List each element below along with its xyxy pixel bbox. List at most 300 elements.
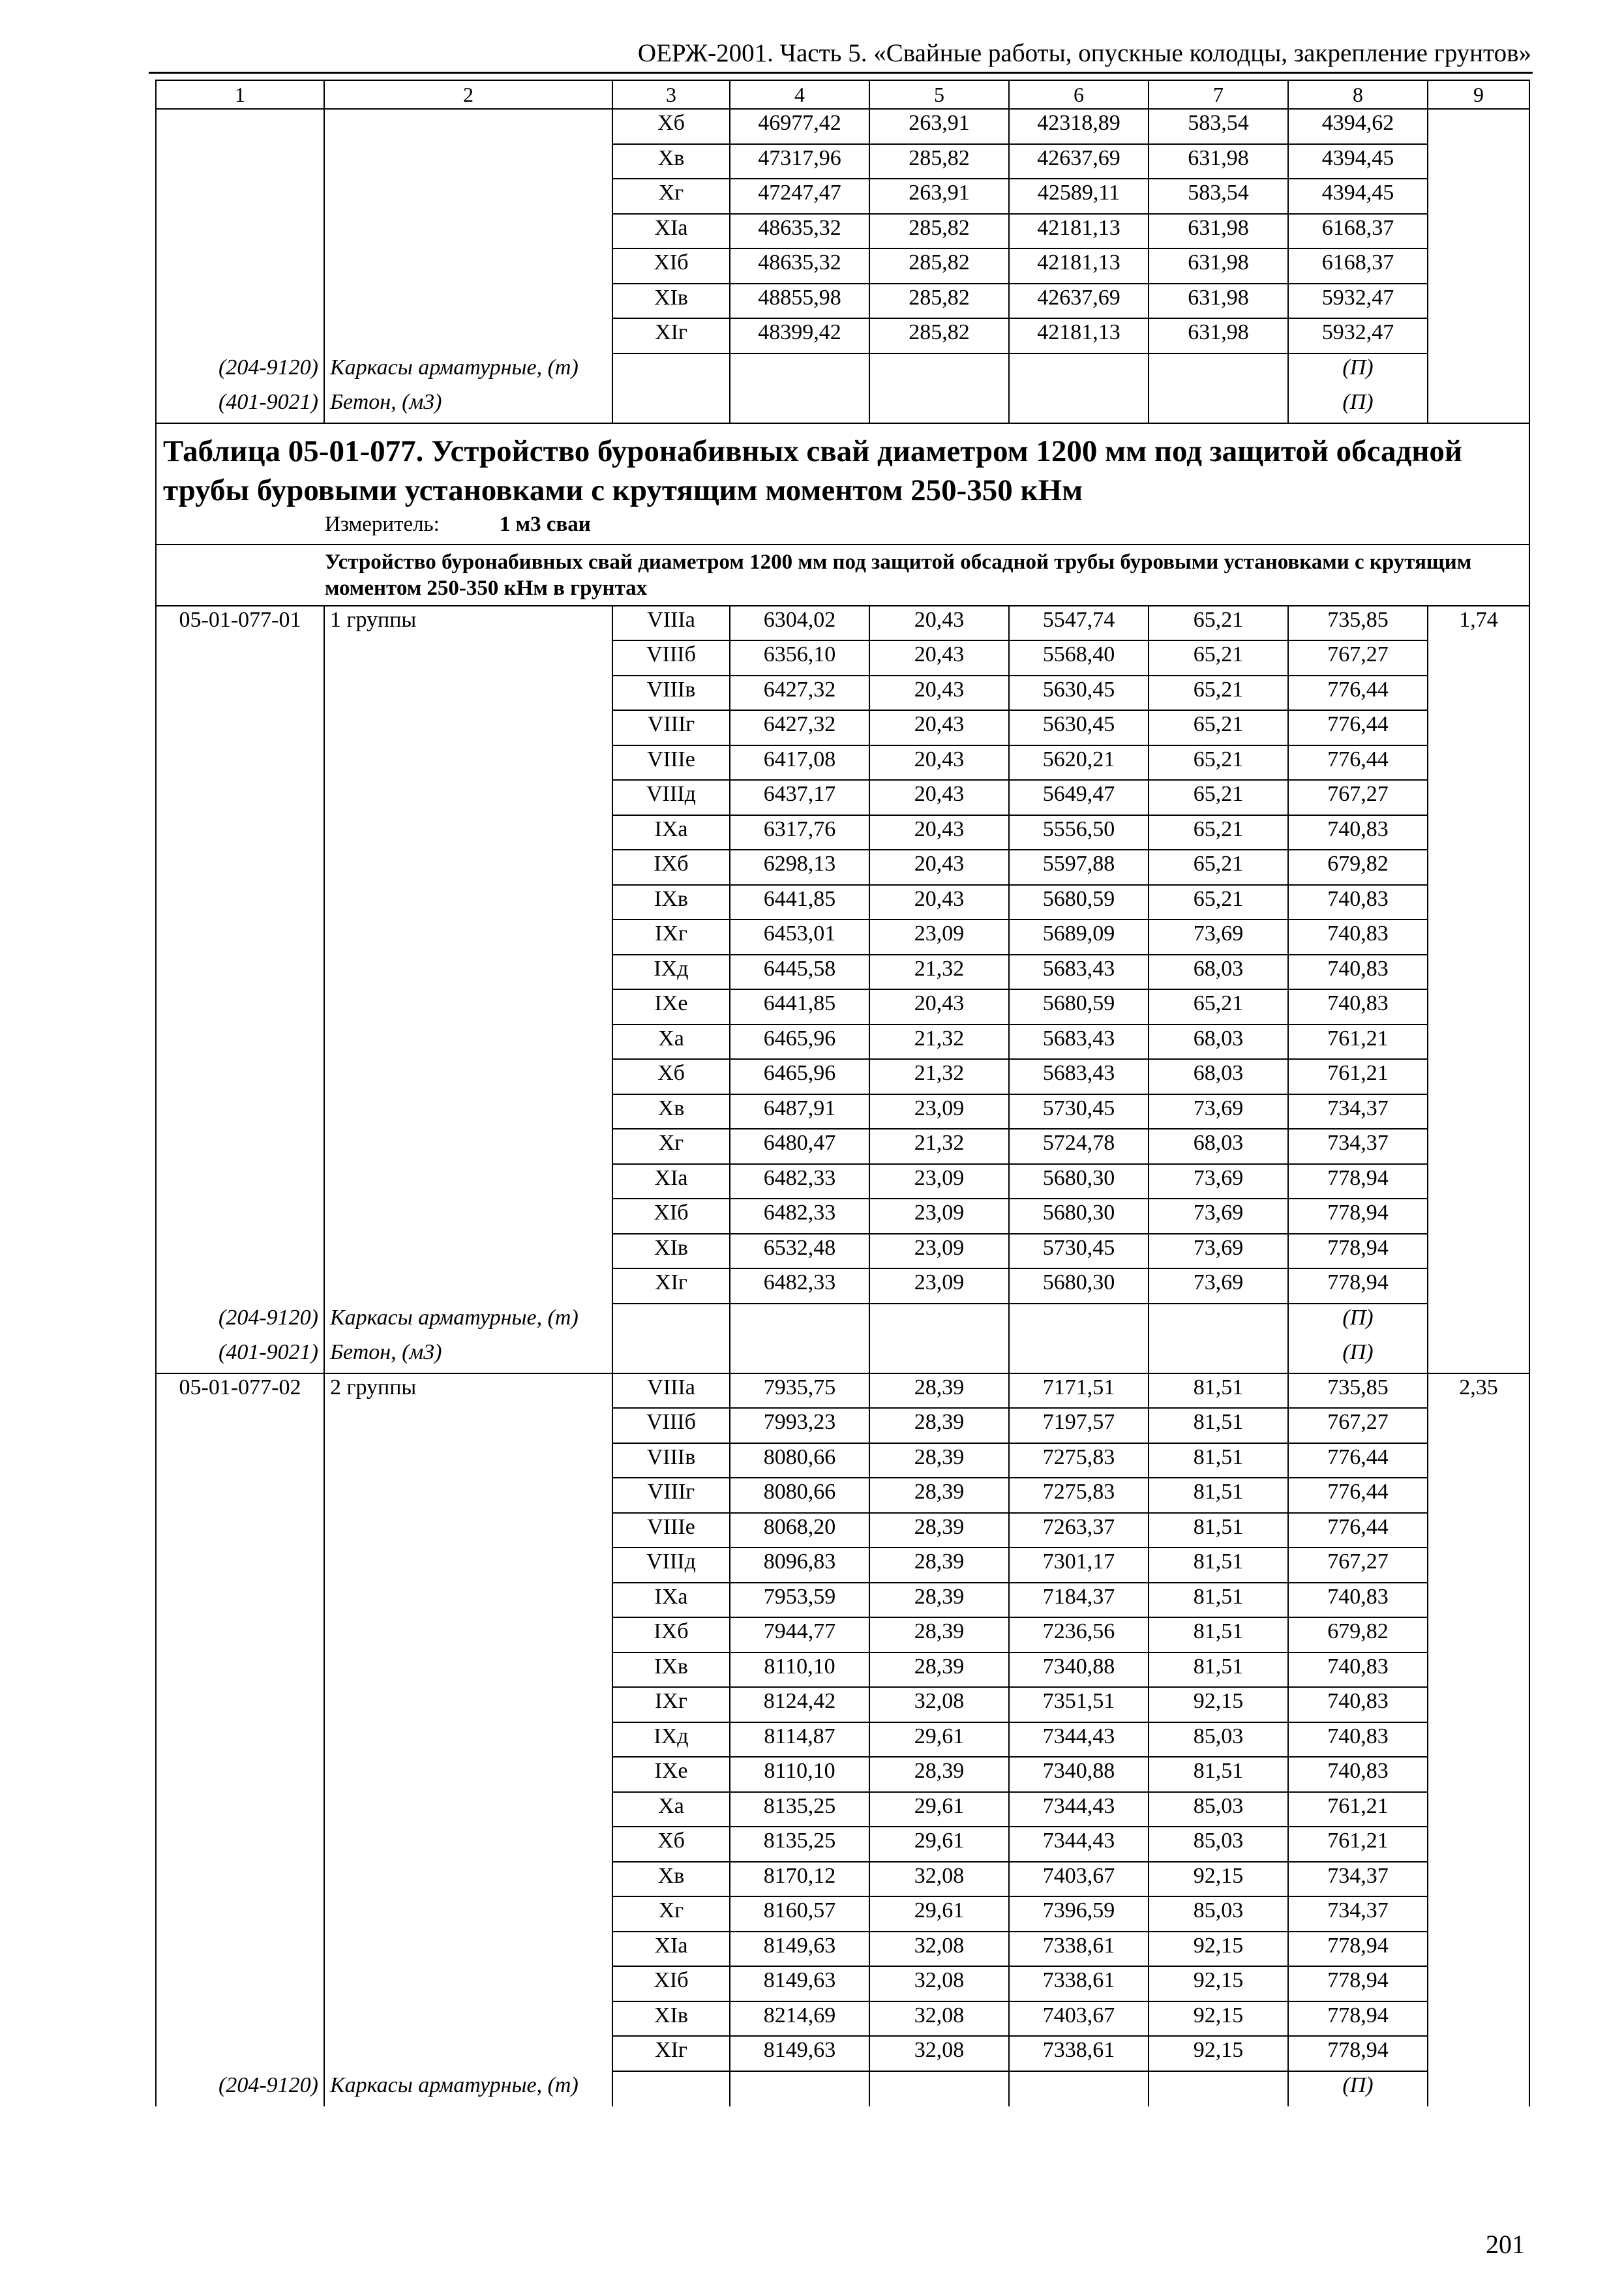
value-cell: 631,98	[1149, 214, 1288, 249]
value-cell: 5730,45	[1009, 1234, 1149, 1269]
value-cell: 285,82	[869, 248, 1009, 284]
table-row	[156, 109, 1529, 144]
code-cell	[156, 318, 324, 353]
code-cell	[156, 1617, 324, 1653]
table-row	[156, 606, 1529, 641]
soil-category-cell: VIIIд	[612, 780, 730, 815]
code-cell	[156, 745, 324, 781]
value-cell: 761,21	[1288, 1827, 1428, 1862]
empty-cell	[869, 1338, 1009, 1373]
value-cell: 5680,30	[1009, 1199, 1149, 1234]
table-row	[156, 2001, 1529, 2037]
coef-cell	[1428, 1896, 1529, 1932]
coef-cell	[1428, 109, 1529, 144]
table-row	[156, 214, 1529, 249]
value-cell: 740,83	[1288, 1687, 1428, 1722]
material-note: (П)	[1288, 1304, 1428, 1339]
value-cell: 5680,59	[1009, 885, 1149, 920]
value-cell: 767,27	[1288, 780, 1428, 815]
empty-cell	[1149, 1304, 1288, 1339]
coef-cell	[1428, 745, 1529, 781]
page-number: 201	[1486, 2230, 1525, 2259]
code-cell	[156, 1234, 324, 1269]
name-cell	[324, 989, 612, 1025]
code-cell	[156, 1513, 324, 1548]
table-row	[156, 1687, 1529, 1722]
value-cell: 47317,96	[730, 144, 869, 179]
column-number: 9	[1428, 80, 1529, 109]
table-row	[156, 955, 1529, 990]
value-cell: 761,21	[1288, 1792, 1428, 1827]
value-cell: 6298,13	[730, 850, 869, 885]
value-cell: 7993,23	[730, 1408, 869, 1443]
measure-value: 1 м3 сваи	[499, 512, 591, 536]
soil-category-cell: VIIIд	[612, 1548, 730, 1583]
value-cell: 32,08	[869, 2001, 1009, 2037]
value-cell: 6441,85	[730, 885, 869, 920]
value-cell: 8149,63	[730, 2036, 869, 2071]
value-cell: 6480,47	[730, 1129, 869, 1164]
code-cell	[156, 1094, 324, 1130]
value-cell: 5689,09	[1009, 920, 1149, 955]
soil-category-cell: IXб	[612, 850, 730, 885]
value-cell: 23,09	[869, 1268, 1009, 1304]
code-cell: 05-01-077-02	[156, 1373, 324, 1409]
table-row	[156, 815, 1529, 850]
empty-cell	[1009, 2071, 1149, 2106]
empty-cell	[612, 353, 730, 389]
value-cell: 28,39	[869, 1408, 1009, 1443]
soil-category-cell: IXд	[612, 955, 730, 990]
table-row	[156, 1268, 1529, 1304]
soil-category-cell: IXв	[612, 1653, 730, 1688]
value-cell: 81,51	[1149, 1443, 1288, 1478]
value-cell: 29,61	[869, 1722, 1009, 1758]
coef-cell	[1428, 640, 1529, 676]
soil-category-cell: Хв	[612, 1862, 730, 1897]
value-cell: 761,21	[1288, 1025, 1428, 1060]
value-cell: 7275,83	[1009, 1443, 1149, 1478]
value-cell: 735,85	[1288, 606, 1428, 641]
value-cell: 42181,13	[1009, 318, 1149, 353]
value-cell: 7171,51	[1009, 1373, 1149, 1409]
empty-cell	[869, 353, 1009, 389]
code-cell	[156, 1548, 324, 1583]
code-cell	[156, 710, 324, 745]
value-cell: 28,39	[869, 1373, 1009, 1409]
value-cell: 6356,10	[730, 640, 869, 676]
material-name: Бетон, (м3)	[324, 1338, 612, 1373]
name-cell	[324, 920, 612, 955]
empty-cell	[612, 2071, 730, 2106]
value-cell: 65,21	[1149, 640, 1288, 676]
value-cell: 7340,88	[1009, 1653, 1149, 1688]
name-cell	[324, 1862, 612, 1897]
code-cell	[156, 1408, 324, 1443]
value-cell: 761,21	[1288, 1059, 1428, 1094]
coef-cell	[1428, 284, 1529, 319]
column-number: 8	[1288, 80, 1428, 109]
table-row	[156, 676, 1529, 711]
value-cell: 285,82	[869, 284, 1009, 319]
value-cell: 68,03	[1149, 1025, 1288, 1060]
coef-cell	[1428, 989, 1529, 1025]
material-code: (401-9021)	[156, 388, 324, 423]
value-cell: 583,54	[1149, 179, 1288, 214]
value-cell: 778,94	[1288, 1234, 1428, 1269]
table-row	[156, 710, 1529, 745]
subheading: Устройство буронабивных свай диаметром 1200 мм под защитой обсадной трубы буровыми установками с крутящим моментом 250-350 кНм в грунтах	[325, 550, 1472, 600]
soil-category-cell: IXб	[612, 1617, 730, 1653]
value-cell: 92,15	[1149, 1932, 1288, 1967]
value-cell: 740,83	[1288, 1757, 1428, 1792]
value-cell: 5683,43	[1009, 955, 1149, 990]
value-cell: 8170,12	[730, 1862, 869, 1897]
soil-category-cell: Ха	[612, 1025, 730, 1060]
column-number: 2	[324, 80, 612, 109]
value-cell: 7236,56	[1009, 1617, 1149, 1653]
coef-cell	[1428, 710, 1529, 745]
empty-cell	[730, 1338, 869, 1373]
soil-category-cell: Хб	[612, 1059, 730, 1094]
value-cell: 23,09	[869, 1234, 1009, 1269]
value-cell: 65,21	[1149, 850, 1288, 885]
value-cell: 776,44	[1288, 1478, 1428, 1513]
table-row	[156, 780, 1529, 815]
value-cell: 631,98	[1149, 144, 1288, 179]
value-cell: 7338,61	[1009, 1966, 1149, 2001]
value-cell: 81,51	[1149, 1757, 1288, 1792]
name-cell	[324, 1966, 612, 2001]
value-cell: 631,98	[1149, 318, 1288, 353]
material-code: (204-9120)	[156, 353, 324, 389]
value-cell: 8160,57	[730, 1896, 869, 1932]
value-cell: 21,32	[869, 1129, 1009, 1164]
name-cell	[324, 1722, 612, 1758]
value-cell: 6453,01	[730, 920, 869, 955]
value-cell: 29,61	[869, 1896, 1009, 1932]
value-cell: 21,32	[869, 1025, 1009, 1060]
value-cell: 5649,47	[1009, 780, 1149, 815]
empty-cell	[612, 1338, 730, 1373]
coef-cell	[1428, 1827, 1529, 1862]
soil-category-cell: Хг	[612, 179, 730, 214]
value-cell: 734,37	[1288, 1896, 1428, 1932]
value-cell: 5630,45	[1009, 676, 1149, 711]
soil-category-cell: XIб	[612, 248, 730, 284]
value-cell: 81,51	[1149, 1583, 1288, 1618]
code-cell	[156, 1129, 324, 1164]
value-cell: 20,43	[869, 815, 1009, 850]
value-cell: 5620,21	[1009, 745, 1149, 781]
price-table	[155, 80, 1530, 2106]
soil-category-cell: IXа	[612, 1583, 730, 1618]
table-row	[156, 1059, 1529, 1094]
material-note: (П)	[1288, 388, 1428, 423]
value-cell: 6465,96	[730, 1059, 869, 1094]
code-cell	[156, 214, 324, 249]
name-cell	[324, 710, 612, 745]
table-row	[156, 1827, 1529, 1862]
empty-cell	[1009, 1338, 1149, 1373]
table-title-row	[156, 423, 1529, 545]
table-row	[156, 1094, 1529, 1130]
table-row	[156, 1722, 1529, 1758]
soil-category-cell: XIв	[612, 2001, 730, 2037]
table-row	[156, 885, 1529, 920]
code-cell	[156, 1583, 324, 1618]
value-cell: 734,37	[1288, 1862, 1428, 1897]
value-cell: 81,51	[1149, 1548, 1288, 1583]
value-cell: 65,21	[1149, 885, 1288, 920]
coef-cell	[1428, 1932, 1529, 1967]
value-cell: 776,44	[1288, 1513, 1428, 1548]
value-cell: 5556,50	[1009, 815, 1149, 850]
empty-cell	[1428, 1304, 1529, 1339]
coef-cell	[1428, 1268, 1529, 1304]
value-cell: 73,69	[1149, 920, 1288, 955]
value-cell: 65,21	[1149, 989, 1288, 1025]
table-row	[156, 1617, 1529, 1653]
coef-cell	[1428, 1199, 1529, 1234]
value-cell: 42318,89	[1009, 109, 1149, 144]
name-cell	[324, 1478, 612, 1513]
value-cell: 42181,13	[1009, 214, 1149, 249]
empty-cell	[1009, 1304, 1149, 1339]
value-cell: 81,51	[1149, 1617, 1288, 1653]
name-cell	[324, 1059, 612, 1094]
name-cell	[324, 745, 612, 781]
value-cell: 4394,62	[1288, 109, 1428, 144]
coef-cell	[1428, 850, 1529, 885]
name-cell	[324, 850, 612, 885]
coef-cell	[1428, 1234, 1529, 1269]
coef-cell	[1428, 676, 1529, 711]
value-cell: 767,27	[1288, 1408, 1428, 1443]
name-cell	[324, 109, 612, 144]
empty-cell	[1428, 353, 1529, 389]
soil-category-cell: VIIIг	[612, 1478, 730, 1513]
empty-cell	[1428, 1338, 1529, 1373]
code-cell	[156, 2001, 324, 2037]
value-cell: 740,83	[1288, 1722, 1428, 1758]
value-cell: 631,98	[1149, 248, 1288, 284]
value-cell: 6445,58	[730, 955, 869, 990]
value-cell: 65,21	[1149, 780, 1288, 815]
code-cell	[156, 1966, 324, 2001]
value-cell: 778,94	[1288, 1164, 1428, 1199]
empty-cell	[612, 388, 730, 423]
running-title: ОЕРЖ-2001. Часть 5. «Свайные работы, опускные колодцы, закрепление грунтов»	[637, 39, 1531, 67]
table-row	[156, 1478, 1529, 1513]
coef-cell	[1428, 1966, 1529, 2001]
material-row	[156, 388, 1529, 423]
value-cell: 8149,63	[730, 1966, 869, 2001]
value-cell: 46977,42	[730, 109, 869, 144]
name-cell	[324, 1896, 612, 1932]
value-cell: 73,69	[1149, 1094, 1288, 1130]
name-cell	[324, 1792, 612, 1827]
coef-cell	[1428, 955, 1529, 990]
header-rule	[149, 72, 1533, 74]
table-row	[156, 1653, 1529, 1688]
name-cell	[324, 676, 612, 711]
code-cell	[156, 1164, 324, 1199]
material-note: (П)	[1288, 353, 1428, 389]
value-cell: 679,82	[1288, 1617, 1428, 1653]
table-row	[156, 1583, 1529, 1618]
value-cell: 20,43	[869, 606, 1009, 641]
coef-cell	[1428, 318, 1529, 353]
name-cell	[324, 1408, 612, 1443]
name-cell	[324, 1443, 612, 1478]
name-cell	[324, 1548, 612, 1583]
soil-category-cell: IXг	[612, 1687, 730, 1722]
soil-category-cell: XIг	[612, 318, 730, 353]
value-cell: 7935,75	[730, 1373, 869, 1409]
value-cell: 5932,47	[1288, 318, 1428, 353]
value-cell: 740,83	[1288, 815, 1428, 850]
value-cell: 92,15	[1149, 1862, 1288, 1897]
coef-cell	[1428, 1408, 1529, 1443]
value-cell: 7344,43	[1009, 1792, 1149, 1827]
table-row	[156, 1373, 1529, 1409]
value-cell: 81,51	[1149, 1408, 1288, 1443]
soil-category-cell: VIIIб	[612, 1408, 730, 1443]
soil-category-cell: Хб	[612, 109, 730, 144]
value-cell: 20,43	[869, 780, 1009, 815]
name-cell	[324, 2001, 612, 2037]
value-cell: 85,03	[1149, 1896, 1288, 1932]
table-row	[156, 1408, 1529, 1443]
value-cell: 6168,37	[1288, 214, 1428, 249]
material-name: Бетон, (м3)	[324, 388, 612, 423]
code-cell	[156, 109, 324, 144]
value-cell: 21,32	[869, 955, 1009, 990]
value-cell: 20,43	[869, 745, 1009, 781]
value-cell: 4394,45	[1288, 144, 1428, 179]
coef-cell	[1428, 815, 1529, 850]
coef-cell	[1428, 1094, 1529, 1130]
material-name: Каркасы арматурные, (т)	[324, 2071, 612, 2106]
value-cell: 6427,32	[730, 710, 869, 745]
value-cell: 6482,33	[730, 1164, 869, 1199]
coef-cell: 1,74	[1428, 606, 1529, 641]
coef-cell	[1428, 1687, 1529, 1722]
value-cell: 68,03	[1149, 1059, 1288, 1094]
value-cell: 42637,69	[1009, 284, 1149, 319]
value-cell: 6482,33	[730, 1268, 869, 1304]
material-row	[156, 1304, 1529, 1339]
soil-category-cell: XIг	[612, 1268, 730, 1304]
soil-category-cell: XIб	[612, 1199, 730, 1234]
value-cell: 5730,45	[1009, 1094, 1149, 1130]
value-cell: 65,21	[1149, 676, 1288, 711]
value-cell: 6487,91	[730, 1094, 869, 1130]
table-row	[156, 1896, 1529, 1932]
value-cell: 5630,45	[1009, 710, 1149, 745]
value-cell: 68,03	[1149, 1129, 1288, 1164]
value-cell: 48635,32	[730, 248, 869, 284]
soil-category-cell: XIб	[612, 1966, 730, 2001]
material-row	[156, 353, 1529, 389]
coef-cell	[1428, 1129, 1529, 1164]
material-row	[156, 1338, 1529, 1373]
soil-category-cell: VIIIв	[612, 676, 730, 711]
value-cell: 5547,74	[1009, 606, 1149, 641]
table-row	[156, 1792, 1529, 1827]
soil-category-cell: VIIIа	[612, 1373, 730, 1409]
value-cell: 5932,47	[1288, 284, 1428, 319]
value-cell: 20,43	[869, 710, 1009, 745]
soil-category-cell: IXв	[612, 885, 730, 920]
empty-cell	[1428, 388, 1529, 423]
table-row	[156, 640, 1529, 676]
material-note: (П)	[1288, 2071, 1428, 2106]
value-cell: 92,15	[1149, 1687, 1288, 1722]
value-cell: 7396,59	[1009, 1896, 1149, 1932]
code-cell	[156, 284, 324, 319]
value-cell: 7340,88	[1009, 1757, 1149, 1792]
name-cell	[324, 1199, 612, 1234]
table-row	[156, 1025, 1529, 1060]
empty-cell	[1009, 388, 1149, 423]
value-cell: 29,61	[869, 1827, 1009, 1862]
column-number: 6	[1009, 80, 1149, 109]
value-cell: 20,43	[869, 885, 1009, 920]
value-cell: 28,39	[869, 1443, 1009, 1478]
name-cell	[324, 1129, 612, 1164]
soil-category-cell: IXд	[612, 1722, 730, 1758]
value-cell: 32,08	[869, 1966, 1009, 2001]
table-row	[156, 1513, 1529, 1548]
value-cell: 32,08	[869, 1932, 1009, 1967]
table-row	[156, 179, 1529, 214]
material-code: (204-9120)	[156, 1304, 324, 1339]
code-cell	[156, 1687, 324, 1722]
table-row	[156, 284, 1529, 319]
soil-category-cell: VIIIв	[612, 1443, 730, 1478]
coef-cell	[1428, 248, 1529, 284]
soil-category-cell: XIв	[612, 1234, 730, 1269]
value-cell: 20,43	[869, 676, 1009, 711]
value-cell: 8114,87	[730, 1722, 869, 1758]
table-row	[156, 1548, 1529, 1583]
value-cell: 81,51	[1149, 1513, 1288, 1548]
value-cell: 735,85	[1288, 1373, 1428, 1409]
value-cell: 7953,59	[730, 1583, 869, 1618]
value-cell: 32,08	[869, 2036, 1009, 2071]
table-row	[156, 2036, 1529, 2071]
soil-category-cell: IXе	[612, 989, 730, 1025]
column-number: 3	[612, 80, 730, 109]
table-row	[156, 745, 1529, 781]
coef-cell	[1428, 1025, 1529, 1060]
soil-category-cell: Хв	[612, 1094, 730, 1130]
subheading-cell	[156, 545, 1529, 606]
value-cell: 7275,83	[1009, 1478, 1149, 1513]
name-cell	[324, 1025, 612, 1060]
soil-category-cell: XIг	[612, 2036, 730, 2071]
value-cell: 92,15	[1149, 2001, 1288, 2037]
coef-cell	[1428, 179, 1529, 214]
name-cell	[324, 1094, 612, 1130]
value-cell: 734,37	[1288, 1094, 1428, 1130]
code-cell	[156, 1722, 324, 1758]
empty-cell	[1149, 2071, 1288, 2106]
material-row	[156, 2071, 1529, 2106]
value-cell: 92,15	[1149, 2036, 1288, 2071]
